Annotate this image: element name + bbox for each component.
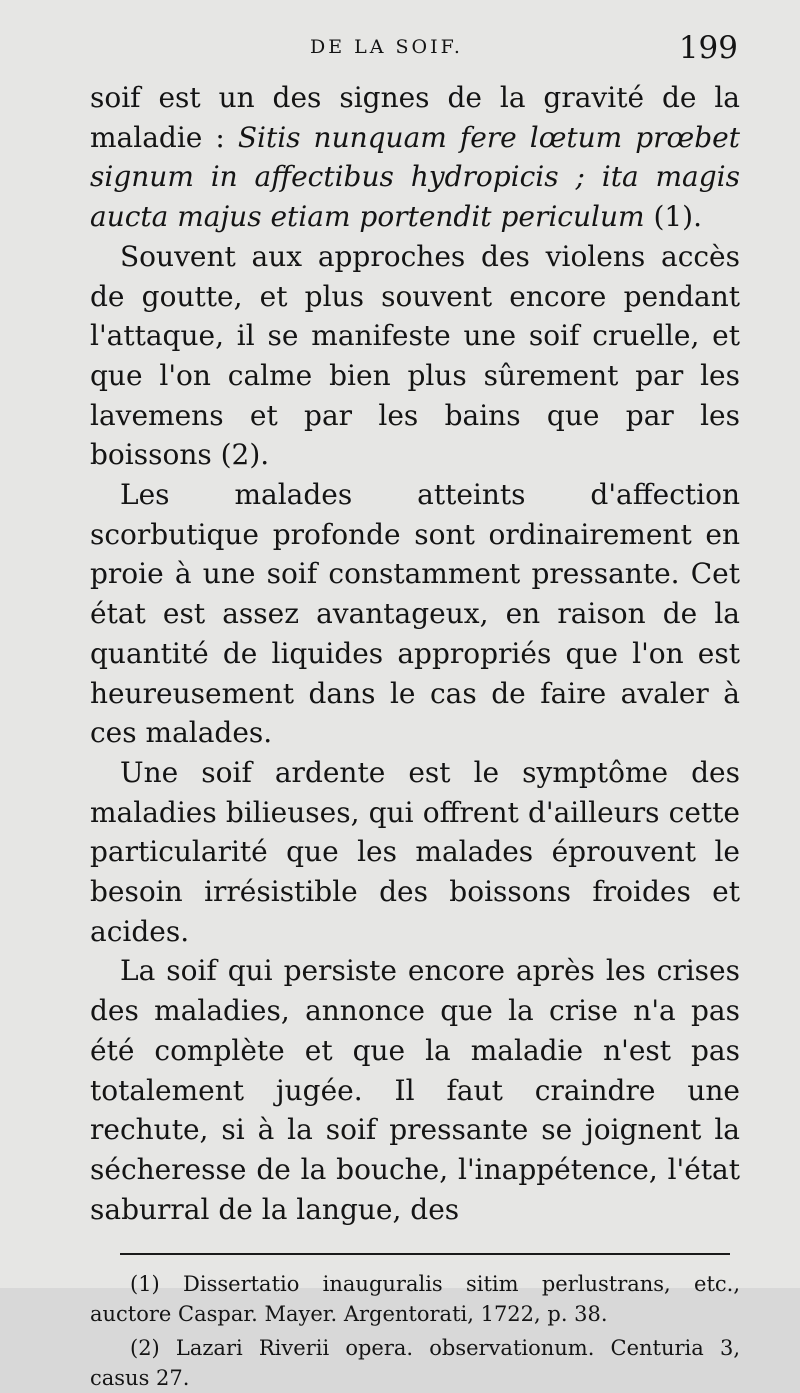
latin-quotation: Sitis nunquam fere lœtum prœbet signum in affectibus hydropicis ; ita magis aucta majus etiam portendit periculum: [90, 120, 740, 234]
paragraph-5: La soif qui persiste encore après les crises des maladies, annonce que la crise n'a pas été complète et que la maladie n'est pas totalement jugée. Il faut craindre une rechute, si à la soif pressante se joignent la sécheresse de la bouche, l'inappétence, l'état saburral de la langue, des: [90, 954, 740, 1226]
running-title: DE LA SOIF.: [310, 36, 463, 58]
body-text: [90, 78, 740, 1229]
footnote-2: (2) Lazari Riverii opera. observationum. Centuria 3, casus 27.: [90, 1336, 740, 1391]
paragraph-4: Une soif ardente est le symptôme des maladies bilieuses, qui offrent d'ailleurs cette particularité que les malades éprouvent le besoin irrésistible des boissons froides et acides.: [90, 755, 740, 948]
footnote-rule: [120, 1253, 730, 1255]
page-number: 199: [678, 30, 738, 66]
footnote-1: (1) Dissertatio inauguralis sitim perlustrans, etc., auctore Caspar. Mayer. Argentorati, 1722, p. 38.: [90, 1272, 740, 1327]
paragraph-3: Les malades atteints d'affection scorbutique profonde sont ordinairement en proie à une soif constamment pressante. Cet état est assez avantageux, en raison de la quantité de liquides appropriés que l'on est heureusement dans le cas de faire avaler à ces malades.: [90, 478, 740, 750]
paragraph-1: [90, 78, 740, 237]
paragraph-text: soif est un des signes de la gravité de la maladie :: [90, 81, 740, 154]
footnotes: [90, 1269, 740, 1393]
footnote-reference: (1).: [644, 200, 703, 234]
paragraph-2: Souvent aux approches des violens accès de goutte, et plus souvent encore pendant l'attaque, il se manifeste une soif cruelle, et que l'on calme bien plus sûrement par les lavemens et par les bains que par les boissons (2).: [90, 239, 740, 472]
running-head: [90, 28, 740, 78]
